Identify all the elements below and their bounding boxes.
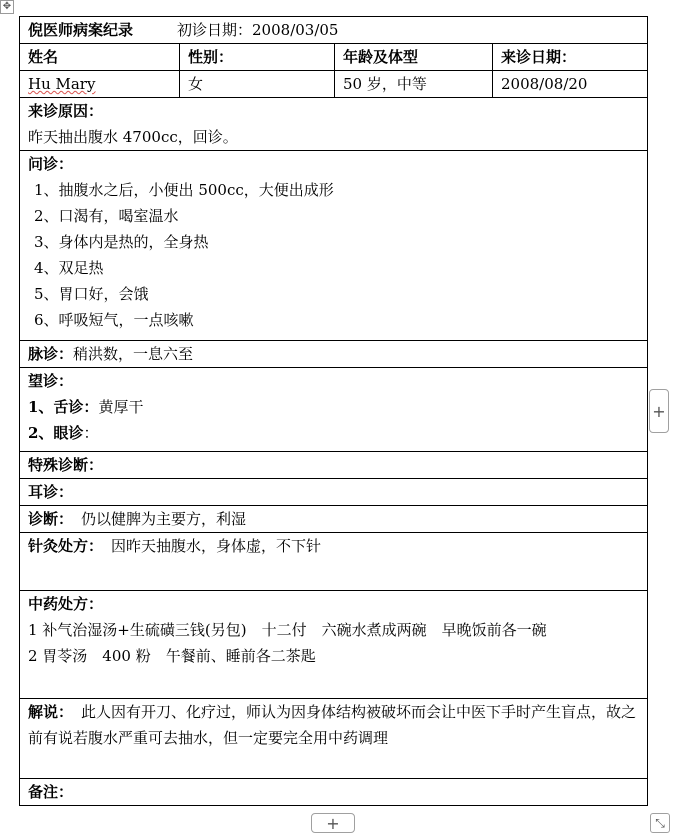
explanation-text: 此人因有开刀、化疗过，师认为因身体结构被破坏而会让中医下手时产生盲点，故之前有说若腹水严重可去抽水，但一定要完全用中药调理 bbox=[28, 703, 637, 747]
herbal-item: 2 胃苓汤 400 粉 午餐前、睡前各二茶匙 bbox=[28, 647, 316, 665]
first-visit-date: 初诊日期：2008/03/05 bbox=[177, 21, 339, 39]
table-resize-handle[interactable]: ⤡ bbox=[650, 813, 670, 833]
eye-label: 2、眼诊 bbox=[28, 424, 84, 442]
inquiry-item: 3、身体内是热的，全身热 bbox=[34, 233, 209, 251]
diagnosis-cell[interactable] bbox=[20, 506, 648, 533]
age-cell[interactable] bbox=[335, 71, 493, 98]
patient-sex: 女 bbox=[188, 75, 204, 93]
herbal-label: 中药处方： bbox=[28, 595, 104, 613]
notes-label: 备注： bbox=[28, 783, 74, 801]
sex-cell[interactable] bbox=[180, 71, 335, 98]
patient-age: 50 岁，中等 bbox=[343, 75, 427, 93]
inquiry-item: 2、口渴有，喝室温水 bbox=[34, 207, 179, 225]
record-title: 倪医师病案纪录 bbox=[28, 21, 134, 39]
herbal-row bbox=[20, 591, 648, 699]
ear-cell[interactable] bbox=[20, 479, 648, 506]
special-label: 特殊诊断： bbox=[28, 456, 104, 474]
acupuncture-label: 针灸处方： bbox=[28, 537, 104, 555]
inquiry-item: 4、双足热 bbox=[34, 259, 104, 277]
explanation-row bbox=[20, 699, 648, 779]
observation-label: 望诊： bbox=[28, 372, 74, 390]
patient-name: Hu Mary bbox=[28, 75, 96, 93]
inquiry-item: 6、呼吸短气，一点咳嗽 bbox=[34, 311, 194, 329]
medical-record-table bbox=[19, 16, 648, 806]
reason-cell[interactable] bbox=[20, 98, 648, 151]
notes-cell[interactable] bbox=[20, 779, 648, 806]
eye-text: ： bbox=[83, 424, 99, 442]
special-row bbox=[20, 452, 648, 479]
pulse-label: 脉诊： bbox=[28, 345, 74, 363]
visit-date-cell[interactable] bbox=[493, 71, 648, 98]
herbal-cell[interactable] bbox=[20, 591, 648, 699]
inquiry-item: 1、抽腹水之后，小便出 500cc，大便出成形 bbox=[34, 181, 334, 199]
inquiry-label: 问诊： bbox=[28, 155, 74, 173]
reason-label: 来诊原因： bbox=[28, 102, 104, 120]
name-label: 姓名 bbox=[20, 44, 180, 71]
pulse-row bbox=[20, 341, 648, 368]
diagnosis-row bbox=[20, 506, 648, 533]
age-label: 年龄及体型 bbox=[335, 44, 493, 71]
name-cell[interactable] bbox=[20, 71, 180, 98]
tongue-text: 黄厚干 bbox=[98, 398, 144, 416]
patient-labels-row bbox=[20, 44, 648, 71]
pulse-text: 稍洪数，一息六至 bbox=[73, 345, 194, 363]
inquiry-row bbox=[20, 151, 648, 341]
notes-row bbox=[20, 779, 648, 806]
patient-values-row bbox=[20, 71, 648, 98]
explanation-label: 解说： bbox=[28, 703, 74, 721]
diagnosis-text: 仍以健脾为主要方，利湿 bbox=[81, 510, 247, 528]
acupuncture-text: 因昨天抽腹水，身体虚，不下针 bbox=[111, 537, 322, 555]
add-row-button[interactable]: + bbox=[311, 813, 355, 833]
acupuncture-row bbox=[20, 533, 648, 591]
special-cell[interactable] bbox=[20, 452, 648, 479]
herbal-item: 1 补气治湿汤+生硫磺三钱(另包) 十二付 六碗水煮成两碗 早晚饭前各一碗 bbox=[28, 621, 547, 639]
reason-row bbox=[20, 98, 648, 151]
visit-date: 2008/08/20 bbox=[501, 75, 588, 93]
inquiry-cell[interactable] bbox=[20, 151, 648, 341]
tongue-label: 1、舌诊： bbox=[28, 398, 99, 416]
add-column-button[interactable]: + bbox=[649, 389, 669, 433]
visit-date-label: 来诊日期： bbox=[493, 44, 648, 71]
header-cell bbox=[20, 17, 648, 44]
acupuncture-cell[interactable] bbox=[20, 533, 648, 591]
ear-label: 耳诊： bbox=[28, 483, 74, 501]
reason-text: 昨天抽出腹水 4700cc，回诊。 bbox=[28, 128, 238, 146]
observation-cell[interactable] bbox=[20, 368, 648, 452]
header-row bbox=[20, 17, 648, 44]
ear-row bbox=[20, 479, 648, 506]
inquiry-item: 5、胃口好，会饿 bbox=[34, 285, 149, 303]
observation-row bbox=[20, 368, 648, 452]
explanation-cell[interactable] bbox=[20, 699, 648, 779]
pulse-cell[interactable] bbox=[20, 341, 648, 368]
diagnosis-label: 诊断： bbox=[28, 510, 74, 528]
table-move-handle[interactable]: ✥ bbox=[0, 0, 14, 14]
sex-label: 性别： bbox=[180, 44, 335, 71]
